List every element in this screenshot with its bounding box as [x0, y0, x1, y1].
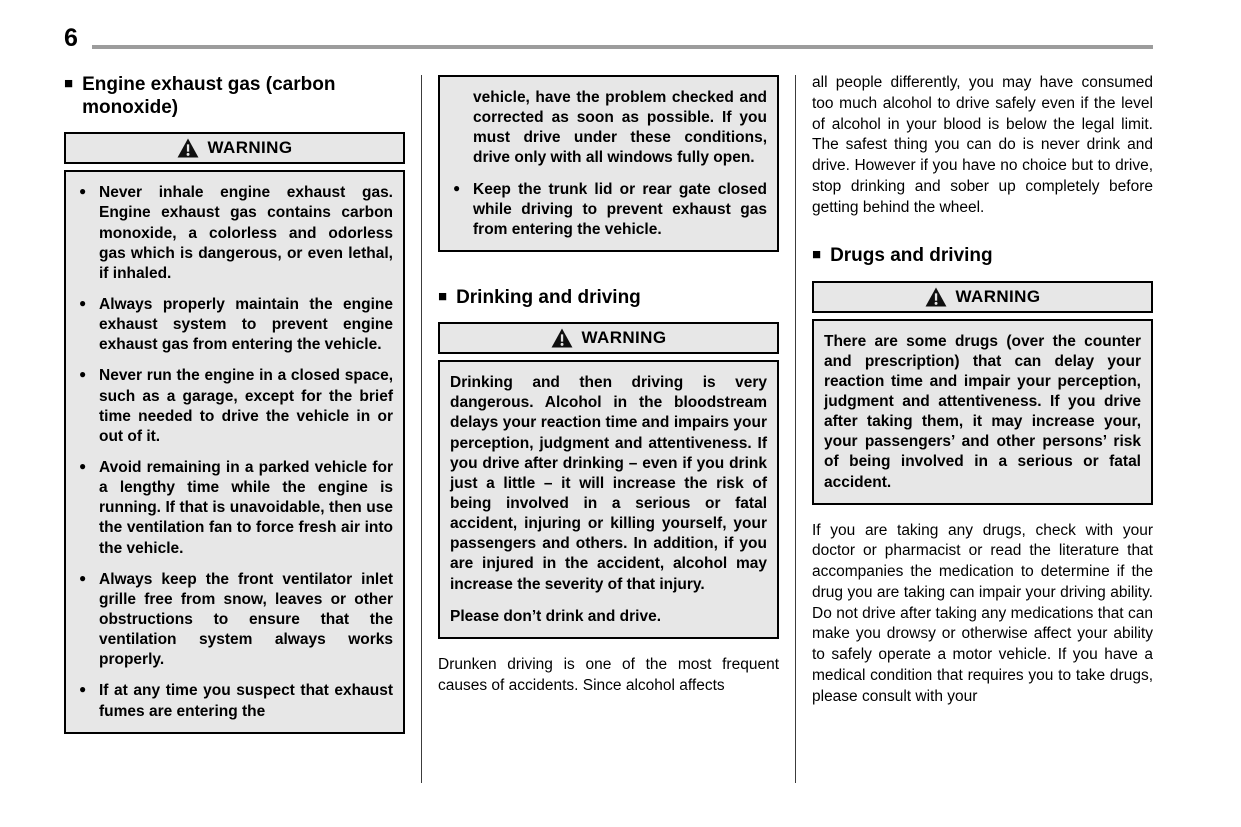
body-paragraph-alcohol-continued: all people differently, you may have consumed too much alcohol to drive safely even if the level of alcohol in your blood is below the legal limit. The safest thing you can do is never drink and drive. However if you have no choice but to drive, stop drinking and sober up completely before getting behind the wheel. — [812, 74, 1153, 216]
warning-box-drugs — [812, 319, 1153, 505]
warning-header-drinking — [438, 322, 779, 354]
page-number: 6 — [64, 24, 78, 52]
column-left — [64, 73, 405, 789]
warning-paragraph: Please don’t drink and drive. — [450, 607, 662, 625]
header-rule — [92, 45, 1153, 49]
columns — [64, 73, 1153, 789]
section-heading-text: Drinking and driving — [456, 286, 641, 308]
warning-bullet-item: ● Always keep the front ventilator inlet grille free from snow, leaves or other obstructions to ensure that the ventilation system always works properly. — [76, 570, 393, 671]
warning-triangle-icon — [925, 287, 947, 307]
warning-bullet-item: ● Avoid remaining in a parked vehicle for a lengthy time while the engine is running. If that is unavoidable, then use the ventilation fan to force fresh air into the vehicle. — [76, 458, 393, 559]
column-right — [812, 73, 1153, 789]
warning-header-exhaust — [64, 132, 405, 164]
warning-bullet-item: ● Never run the engine in a closed space, such as a garage, except for the brief time needed to drive the vehicle in or out of it. — [76, 366, 393, 447]
warning-label: WARNING — [207, 138, 293, 158]
warning-header-drugs — [812, 281, 1153, 313]
warning-label: WARNING — [955, 286, 1041, 306]
warning-bullet-item: ● If at any time you suspect that exhaust fumes are entering the — [76, 681, 393, 721]
warning-bullet-item: ● Always properly maintain the engine exhaust system to prevent engine exhaust gas from entering the vehicle. — [76, 295, 393, 355]
warning-box-exhaust — [64, 170, 405, 733]
section-marker-icon: ■ — [812, 246, 822, 264]
warning-continuation-text: vehicle, have the problem checked and corrected as soon as possible. If you must drive under these conditions, drive only with all windows fully open. — [473, 89, 767, 167]
section-heading-drinking-driving — [438, 286, 779, 309]
warning-bullet-item: ● Never inhale engine exhaust gas. Engine exhaust gas contains carbon monoxide, a colorless and odorless gas which is dangerous, or even lethal, if inhaled. — [76, 183, 393, 284]
warning-paragraph: Drinking and then driving is very dangerous. Alcohol in the bloodstream delays your reaction time and impairs your perception, judgment and attentiveness. If you drive after drinking – even if you drink just a little – it will increase the risk of being involved in a serious or fatal accident, injuring or killing yourself, your passengers and others. In addition, if you are injured in the accident, alcohol may increase the severity of that injury. — [450, 374, 767, 593]
section-heading-drugs-driving — [812, 244, 1153, 267]
warning-label: WARNING — [581, 328, 667, 348]
section-heading-exhaust-gas — [64, 73, 405, 119]
warning-box-exhaust-continued — [438, 75, 779, 252]
column-divider — [421, 75, 422, 783]
body-paragraph-drugs-advice: If you are taking any drugs, check with your doctor or pharmacist or read the literature that accompanies the medication to determine if the drug you are taking can impair your driving ability. Do not drive after taking any medications that can make you drowsy or otherwise affect your ability to safely operate a motor vehicle. If you have a medical condition that requires you to take drugs, please consult with your — [812, 521, 1153, 705]
warning-triangle-icon — [551, 328, 573, 348]
warning-triangle-icon — [177, 138, 199, 158]
column-middle — [438, 73, 779, 789]
section-heading-text: Engine exhaust gas (carbon monoxide) — [82, 74, 336, 119]
section-marker-icon: ■ — [64, 75, 74, 92]
column-divider — [795, 75, 796, 783]
warning-paragraph: There are some drugs (over the counter and prescription) that can delay your reaction time and impair your perception, judgment and attentiveness. If you drive after taking them, it may increase your, your passengers’ and other persons’ risk of being involved in a serious or fatal accident. — [824, 332, 1141, 491]
warning-bullet-item: ● Keep the trunk lid or rear gate closed while driving to prevent exhaust gas from entering the vehicle. — [450, 180, 767, 240]
warning-box-drinking — [438, 360, 779, 639]
warning-bullet-list — [450, 180, 767, 240]
warning-bullet-list — [76, 183, 393, 721]
section-heading-text: Drugs and driving — [830, 245, 993, 267]
page-header — [64, 26, 1153, 51]
body-paragraph-drunken-driving: Drunken driving is one of the most frequent causes of accidents. Since alcohol affects — [438, 655, 779, 694]
section-marker-icon: ■ — [438, 287, 448, 305]
